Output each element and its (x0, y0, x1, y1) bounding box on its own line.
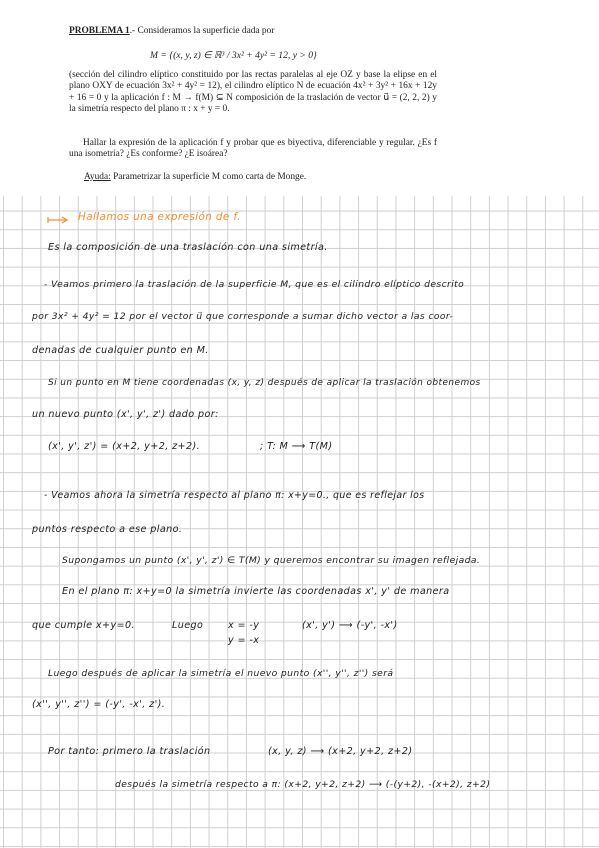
note-line: Por tanto: primero la traslación (48, 746, 211, 757)
problem-task: Hallar la expresión de la aplicación f y probar que es biyectiva, diferenciable y regular. ¿Es f una isometría? ¿Es conforme? ¿E isoárea? (69, 138, 437, 160)
note-line: denadas de cualquier punto en M. (32, 345, 209, 356)
problem-hint (84, 172, 424, 183)
note-line: después la simetría respecto a π: (x+2, y+2, z+2) ⟶ (-(y+2), -(x+2), z+2) (115, 779, 491, 790)
problem-header (69, 26, 437, 37)
problem-intro: .- Consideramos la superficie dada por (129, 26, 275, 36)
note-line: x = -y (228, 620, 260, 631)
note-line: puntos respecto a ese plano. (32, 524, 183, 535)
surface-definition-formula: M = {(x, y, z) ∈ ℝ³ / 3x² + 4y² = 12, y > 0} (150, 50, 317, 61)
note-line: (x, y, z) ⟶ (x+2, y+2, z+2) (268, 746, 413, 757)
note-line: En el plano π: x+y=0 la simetría invierte las coordenadas x', y' de manera (62, 586, 450, 597)
problem-description: (sección del cilindro elíptico constituido por las rectas paralelas al eje OZ y base la elipse en el plano OXY de ecuación 3x² + 4y² = 12), el cilindro elíptico N de ecuación 4x² + 3y² + 16x + 12y + 16 = 0 y la aplicación f : M → f(M) ⊆ N composición de la traslación de vector u⃗ = (2, 2, 2) y la simetría respecto del plano π : x + y = 0. (69, 70, 437, 115)
note-line: Luego (172, 620, 204, 631)
note-line: - Veamos ahora la simetría respecto al plano π: x+y=0., que es reflejar los (44, 490, 425, 501)
problem-title: PROBLEMA 1 (69, 26, 130, 36)
notes-heading: Hallamos una expresión de f. (78, 211, 241, 223)
note-line: Es la composición de una traslación con una simetría. (48, 242, 328, 253)
arrow-right-icon (46, 215, 70, 225)
note-line: (x'', y'', z'') = (-y', -x', z'). (32, 699, 166, 710)
note-line: por 3x² + 4y² = 12 por el vector u⃗ que corresponde a sumar dicho vector a las coor- (32, 311, 454, 322)
note-line: (x', y', z') = (x+2, y+2, z+2). (48, 441, 201, 452)
note-line: Supongamos un punto (x', y', z') ∈ T(M) y queremos encontrar su imagen reflejada. (62, 555, 481, 566)
note-line: (x', y') ⟶ (-y', -x') (302, 620, 398, 631)
note-line: un nuevo punto (x', y', z') dado por: (32, 409, 219, 420)
note-line: - Veamos primero la traslación de la superficie M, que es el cilindro elíptico descrito (44, 279, 465, 290)
note-line: y = -x (228, 635, 260, 646)
note-line: que cumple x+y=0. (32, 620, 135, 631)
note-line: Si un punto en M tiene coordenadas (x, y, z) después de aplicar la traslación obtenemos (48, 378, 481, 388)
hint-label: Ayuda: (84, 172, 111, 182)
hint-text: Parametrizar la superficie M como carta de Monge. (110, 172, 307, 182)
note-line: Luego después de aplicar la simetría el nuevo punto (x'', y'', z'') será (48, 668, 394, 679)
note-line: ; T: M ⟶ T(M) (260, 441, 333, 452)
problem-statement (0, 0, 599, 196)
